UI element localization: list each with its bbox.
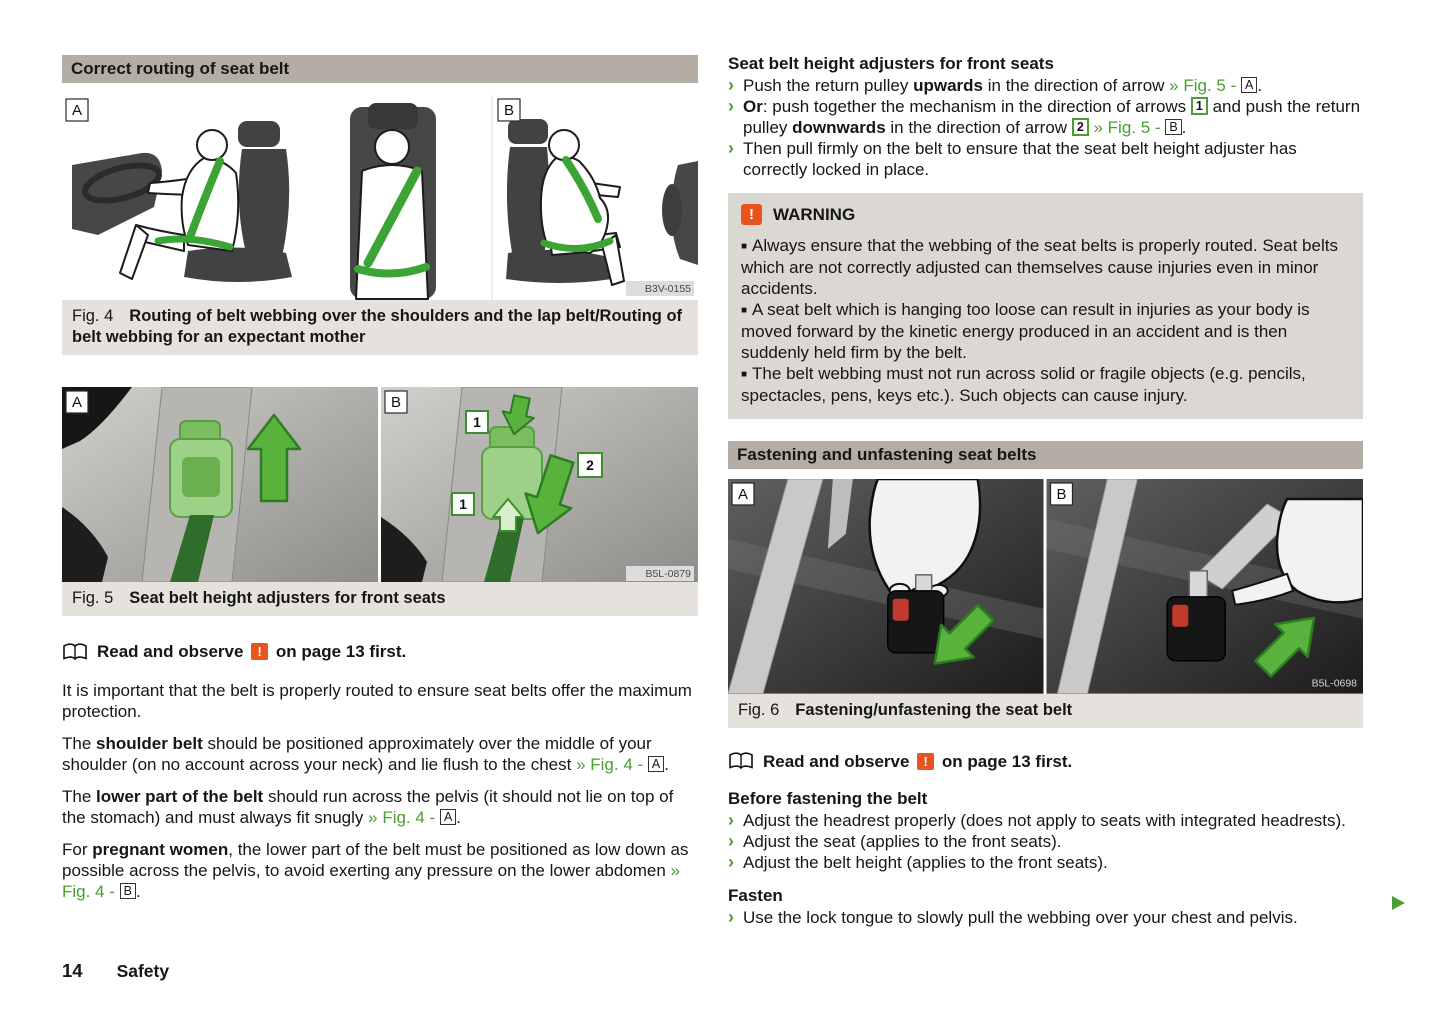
fig6-panel-b — [1046, 479, 1362, 694]
figure-link[interactable]: » Fig. 5 - — [1169, 76, 1241, 95]
paragraph — [62, 786, 698, 828]
fig6-caption-text: Fastening/unfastening the seat belt — [795, 700, 1073, 719]
bullet-square-icon: ■ — [741, 241, 748, 252]
instruction-item — [728, 138, 1363, 180]
paragraph — [62, 680, 698, 722]
text-segment: For — [62, 840, 93, 859]
text-segment: Or — [743, 97, 763, 116]
section-header-routing: Correct routing of seat belt — [62, 55, 698, 83]
fig5-number: Fig. 5 — [72, 589, 114, 607]
before-fastening-heading: Before fastening the belt — [728, 788, 928, 808]
release-button — [893, 599, 909, 621]
adjusters-heading: Seat belt height adjusters for front seats — [728, 54, 1054, 73]
bullet-chevron-icon: › — [728, 830, 734, 851]
warning-header — [741, 204, 1350, 225]
text-segment: . — [135, 882, 141, 901]
ref-box: 1 — [1191, 97, 1208, 115]
text-segment: Read and observe — [763, 751, 915, 771]
text-segment: It is important that the belt is properly routed to ensure seat belts offer the maximum protection. — [62, 681, 692, 721]
warning-title: WARNING — [773, 204, 856, 224]
warning-text — [741, 364, 1306, 405]
fig6-panel-a — [728, 479, 1043, 694]
bullet-chevron-icon: › — [728, 851, 734, 872]
warning-item — [741, 235, 1350, 299]
fig5-panel-b — [381, 387, 698, 582]
instruction-text — [743, 831, 1363, 852]
callout-2: 2 — [586, 457, 594, 473]
fig4-panel-middle — [350, 103, 436, 299]
paragraph — [62, 839, 698, 902]
text-segment: on page 13 first. — [271, 642, 407, 661]
warning-inline-icon: ! — [251, 643, 268, 660]
ref-box: A — [440, 809, 456, 825]
ref-box: A — [648, 756, 664, 772]
warning-inline-icon: ! — [917, 753, 934, 770]
warning-text — [741, 300, 1310, 362]
instruction-item — [728, 907, 1363, 928]
read-observe-text — [97, 642, 406, 662]
instruction-text — [743, 907, 1363, 928]
bullet-square-icon: ■ — [741, 369, 748, 380]
text-segment: should run across the pelvis (it should not lie on top of the stomach) and must always fit snugly — [62, 787, 674, 827]
text-segment: pregnant women — [92, 840, 229, 859]
fig4-illustration — [62, 95, 698, 300]
book-icon — [62, 643, 88, 662]
instruction-item — [728, 852, 1363, 873]
ref-box: B — [120, 883, 136, 899]
instruction-item — [728, 810, 1363, 831]
text-segment: The — [62, 734, 97, 753]
text-segment: . — [1257, 76, 1263, 95]
continue-marker-icon — [1392, 896, 1405, 910]
figure-code: B5L-0698 — [1311, 678, 1358, 690]
text-segment: Read and observe — [97, 642, 249, 661]
fig6-number: Fig. 6 — [738, 700, 780, 719]
text-segment: in the direction of arrow — [885, 118, 1072, 137]
bullet-chevron-icon: › — [728, 906, 734, 927]
panel-label-a: A — [71, 102, 83, 119]
bullet-chevron-icon: › — [728, 75, 734, 95]
instruction-item — [728, 96, 1363, 138]
read-observe-note — [728, 752, 1363, 772]
figure-code: B5L-0879 — [645, 568, 691, 580]
ref-box: 2 — [1072, 118, 1089, 136]
left-column — [62, 55, 698, 913]
panel-label-b: B — [1056, 485, 1067, 503]
panel-label-b: B — [503, 102, 515, 119]
panel-label-a: A — [71, 394, 83, 411]
instruction-text — [743, 75, 1363, 96]
text-segment: upwards — [913, 76, 984, 95]
figure-code: B3V-0155 — [644, 283, 691, 295]
bullet-chevron-icon: › — [728, 138, 734, 158]
text-segment: The belt webbing must not run across solid or fragile objects (e.g. pencils, spectacles, pens, keys etc.). Such objects can cause injury. — [741, 364, 1306, 405]
text-segment: . — [456, 808, 462, 827]
bullet-square-icon: ■ — [741, 305, 748, 316]
bullet-chevron-icon: › — [728, 96, 734, 116]
ref-box: B — [1165, 119, 1181, 135]
text-segment: should be positioned approximately over the middle of your shoulder (on no account across your neck) and lie flush to the chest — [62, 734, 652, 774]
text-segment: . — [664, 755, 669, 774]
release-button — [1172, 605, 1188, 627]
instruction-text — [743, 852, 1363, 873]
text-segment: , the lower part of the belt must be positioned as low down as possible across the pelvis, to avoid exerting any pressure on the lower abdomen — [62, 840, 689, 880]
fig6-illustration — [728, 479, 1363, 694]
section-header-fastening: Fastening and unfastening seat belts — [728, 441, 1363, 469]
footer-section: Safety — [116, 961, 170, 981]
read-observe-text — [763, 752, 1072, 772]
text-segment: shoulder belt — [96, 734, 203, 753]
figure-link[interactable]: » Fig. 4 - — [62, 861, 681, 901]
fig4-caption-text: Routing of belt webbing over the shoulders and the lap belt/Routing of belt webbing for an expectant mother — [72, 307, 683, 346]
callout-1: 1 — [459, 496, 467, 512]
book-icon — [728, 752, 754, 771]
fasten-heading: Fasten — [728, 885, 783, 905]
panel-label-a: A — [737, 485, 748, 503]
text-segment: : push together the mechanism in the direction of arrows — [762, 97, 1191, 116]
instruction-text — [743, 96, 1363, 138]
text-segment: A seat belt which is hanging too loose can result in injuries as your body is moved forward by the kinetic energy produced in an accident and is then suddenly held firm by the belt. — [741, 300, 1310, 362]
figure-link[interactable]: » Fig. 4 - — [368, 808, 440, 827]
page-number: 14 — [62, 960, 83, 981]
fig5-caption-text: Seat belt height adjusters for front seats — [129, 589, 446, 607]
text-segment: Adjust the belt height (applies to the front seats). — [743, 852, 1108, 872]
warning-text — [741, 236, 1338, 298]
ref-box: A — [1241, 77, 1257, 93]
fig6-caption — [728, 694, 1363, 728]
instruction-text — [743, 810, 1363, 831]
warning-item — [741, 299, 1350, 363]
paragraph — [62, 733, 698, 775]
fig5-caption — [62, 582, 698, 616]
text-segment: The — [62, 787, 97, 806]
page-footer — [62, 960, 169, 982]
right-column — [728, 50, 1363, 928]
instruction-item — [728, 831, 1363, 852]
text-segment: on page 13 first. — [937, 751, 1073, 771]
text-segment: Push the return pulley — [743, 76, 914, 95]
panel-label-b: B — [390, 394, 402, 411]
text-segment: . — [1181, 118, 1187, 137]
figure-link[interactable]: » Fig. 5 - — [1093, 118, 1166, 137]
text-segment: Always ensure that the webbing of the seat belts is properly routed. Seat belts which are not correctly adjusted can themselves cause injuries even in minor accidents. — [741, 236, 1338, 298]
warning-box — [728, 193, 1363, 419]
text-segment: downwards — [792, 118, 886, 137]
fig5-panel-a — [62, 387, 378, 582]
figure-link[interactable]: » Fig. 4 - — [576, 755, 648, 774]
bullet-chevron-icon: › — [728, 809, 734, 830]
text-segment: lower part of the belt — [96, 787, 264, 806]
text-segment: Adjust the headrest properly (does not apply to seats with integrated headrests). — [743, 810, 1346, 830]
fig4-number: Fig. 4 — [72, 307, 114, 325]
text-segment: Adjust the seat (applies to the front seats). — [743, 831, 1062, 851]
instruction-text — [743, 138, 1363, 180]
warning-item — [741, 363, 1350, 406]
fig5-illustration — [62, 387, 698, 582]
instruction-item — [728, 75, 1363, 96]
warning-icon: ! — [741, 204, 762, 225]
fig4-caption — [62, 300, 698, 355]
text-segment: Use the lock tongue to slowly pull the webbing over your chest and pelvis. — [743, 907, 1298, 927]
callout-1: 1 — [473, 414, 481, 430]
text-segment: in the direction of arrow — [983, 76, 1170, 95]
text-segment: Then pull firmly on the belt to ensure that the seat belt height adjuster has correctly locked in place. — [743, 139, 1297, 179]
text-segment: and push the return pulley — [743, 97, 1361, 137]
read-observe-note — [62, 642, 698, 662]
